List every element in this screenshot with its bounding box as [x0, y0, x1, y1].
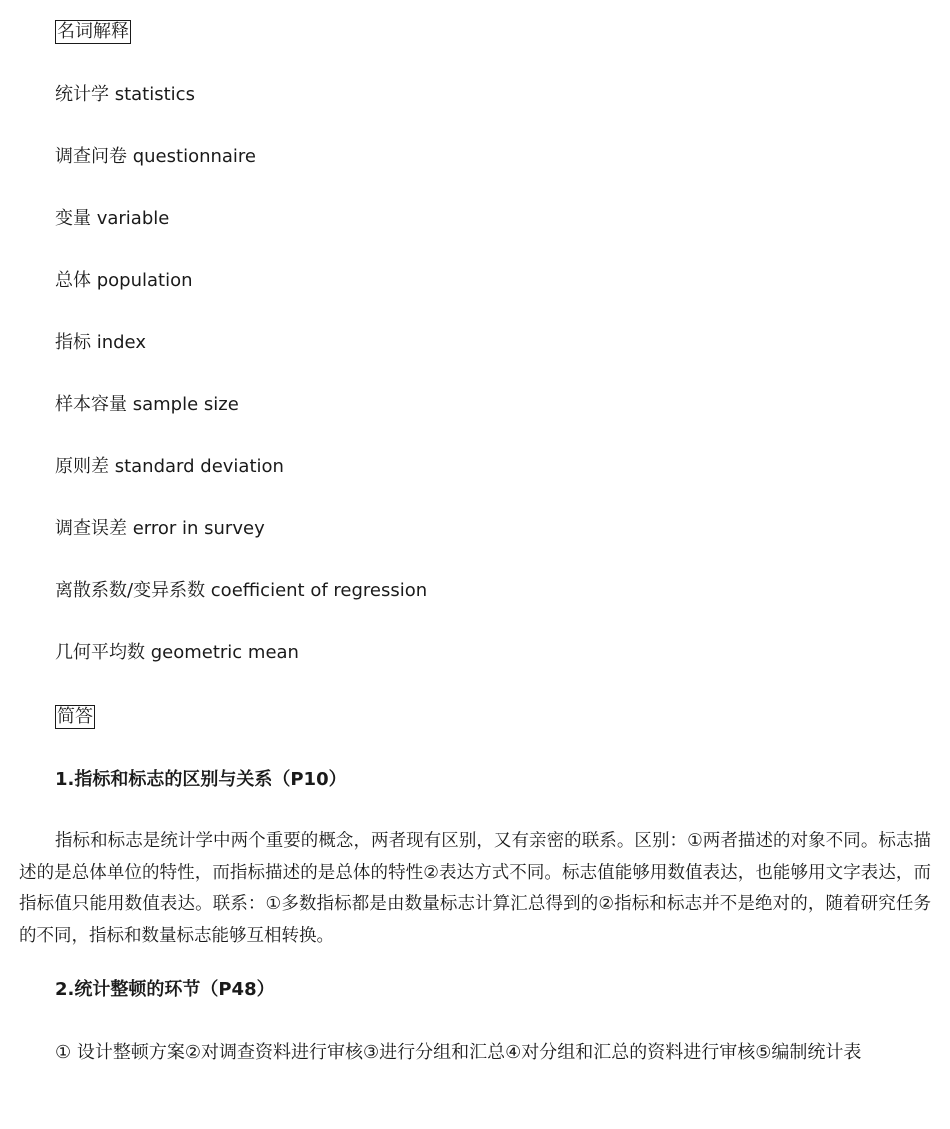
term-item: 总体 population: [55, 270, 193, 291]
term-item: 调查问卷 questionnaire: [55, 146, 257, 167]
boxed-heading-answers: 简答: [57, 706, 93, 727]
section-title-terms: [55, 20, 131, 44]
section-title-answers: [55, 705, 95, 729]
question-heading-2: 2.统计整顿的环节（P48）: [55, 979, 275, 1000]
term-item: 统计学 statistics: [55, 84, 195, 105]
term-item: 调查误差 error in survey: [55, 518, 265, 539]
answer-paragraph-2: ① 设计整顿方案②对调查资料进行审核③进行分组和汇总④对分组和汇总的资料进行审核⑤编制统计表: [55, 1042, 862, 1063]
term-item: 离散系数/变异系数 coefficient of regression: [55, 580, 428, 601]
term-item: 变量 variable: [55, 208, 170, 229]
boxed-heading-terms: 名词解释: [57, 21, 129, 42]
answer-paragraph-1: 指标和标志是统计学中两个重要的概念，两者现有区别，又有亲密的联系。区别：①两者描述的对象不同。标志描述的是总体单位的特性，而指标描述的是总体的特性②表达方式不同。标志值能够用数值表达，也能够用文字表达，而指标值只能用数值表达。联系：①多数指标都是由数量标志计算汇总得到的②指标和标志并不是绝对的，随着研究任务的不同，指标和数量标志能够互相转换。: [19, 831, 931, 946]
term-item: 原则差 standard deviation: [55, 456, 284, 477]
question-heading-1: 1.指标和标志的区别与关系（P10）: [55, 769, 347, 790]
term-item: 几何平均数 geometric mean: [55, 642, 299, 663]
term-item: 样本容量 sample size: [55, 394, 239, 415]
term-item: 指标 index: [55, 332, 146, 353]
